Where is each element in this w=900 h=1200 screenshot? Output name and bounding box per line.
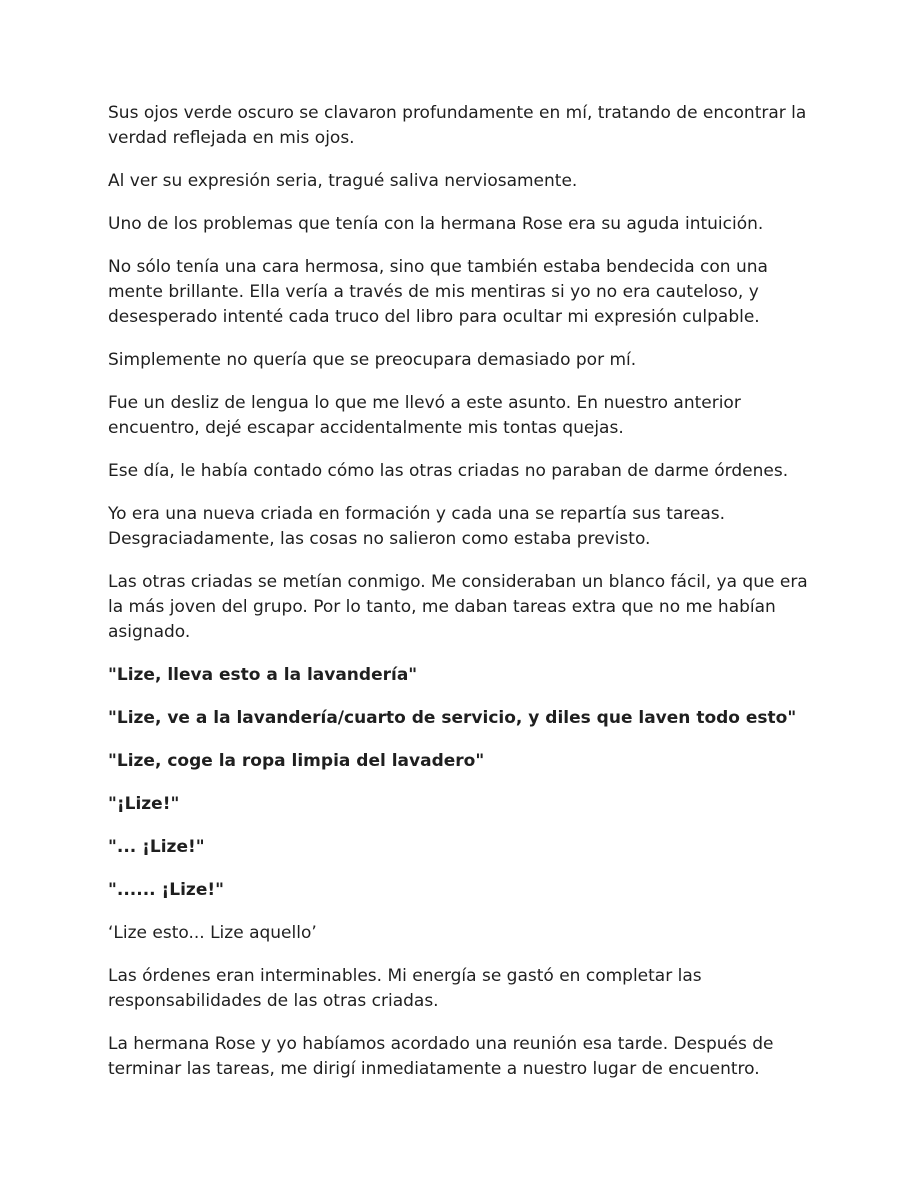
paragraph-11: Las órdenes eran interminables. Mi energía se gastó en completar las responsabilidades de las otras criadas. [108,966,702,1011]
document-page [108,101,808,1100]
paragraph-1: Sus ojos verde oscuro se clavaron profundamente en mí, tratando de encontrar la verdad reflejada en mis ojos. [108,103,807,148]
paragraph-4: No sólo tenía una cara hermosa, sino que también estaba bendecida con una mente brillante. Ella vería a través de mis mentiras si yo no era cauteloso, y desesperado intenté cada truco del libro para ocultar mi expresión culpable. [108,257,768,327]
paragraph-5: Simplemente no quería que se preocupara demasiado por mí. [108,350,637,370]
dialogue-line-4: "¡Lize!" [108,794,180,814]
paragraph-6: Fue un desliz de lengua lo que me llevó a este asunto. En nuestro anterior encuentro, dejé escapar accidentalmente mis tontas quejas. [108,393,741,438]
paragraph-7: Ese día, le había contado cómo las otras criadas no paraban de darme órdenes. [108,461,789,481]
dialogue-line-6: "...... ¡Lize!" [108,880,224,900]
paragraph-3: Uno de los problemas que tenía con la hermana Rose era su aguda intuición. [108,214,764,234]
dialogue-line-3: "Lize, coge la ropa limpia del lavadero" [108,751,485,771]
paragraph-2: Al ver su expresión seria, tragué saliva nerviosamente. [108,171,578,191]
dialogue-line-2: "Lize, ve a la lavandería/cuarto de servicio, y diles que laven todo esto" [108,708,797,728]
paragraph-8: Yo era una nueva criada en formación y cada una se repartía sus tareas. Desgraciadamente, las cosas no salieron como estaba previsto. [108,504,726,549]
dialogue-line-5: "... ¡Lize!" [108,837,205,857]
paragraph-12: La hermana Rose y yo habíamos acordado una reunión esa tarde. Después de terminar las tareas, me dirigí inmediatamente a nuestro lugar de encuentro. [108,1034,774,1079]
paragraph-9: Las otras criadas se metían conmigo. Me consideraban un blanco fácil, ya que era la más joven del grupo. Por lo tanto, me daban tareas extra que no me habían asignado. [108,572,808,642]
paragraph-10: ‘Lize esto... Lize aquello’ [108,923,317,943]
dialogue-line-1: "Lize, lleva esto a la lavandería" [108,665,418,685]
